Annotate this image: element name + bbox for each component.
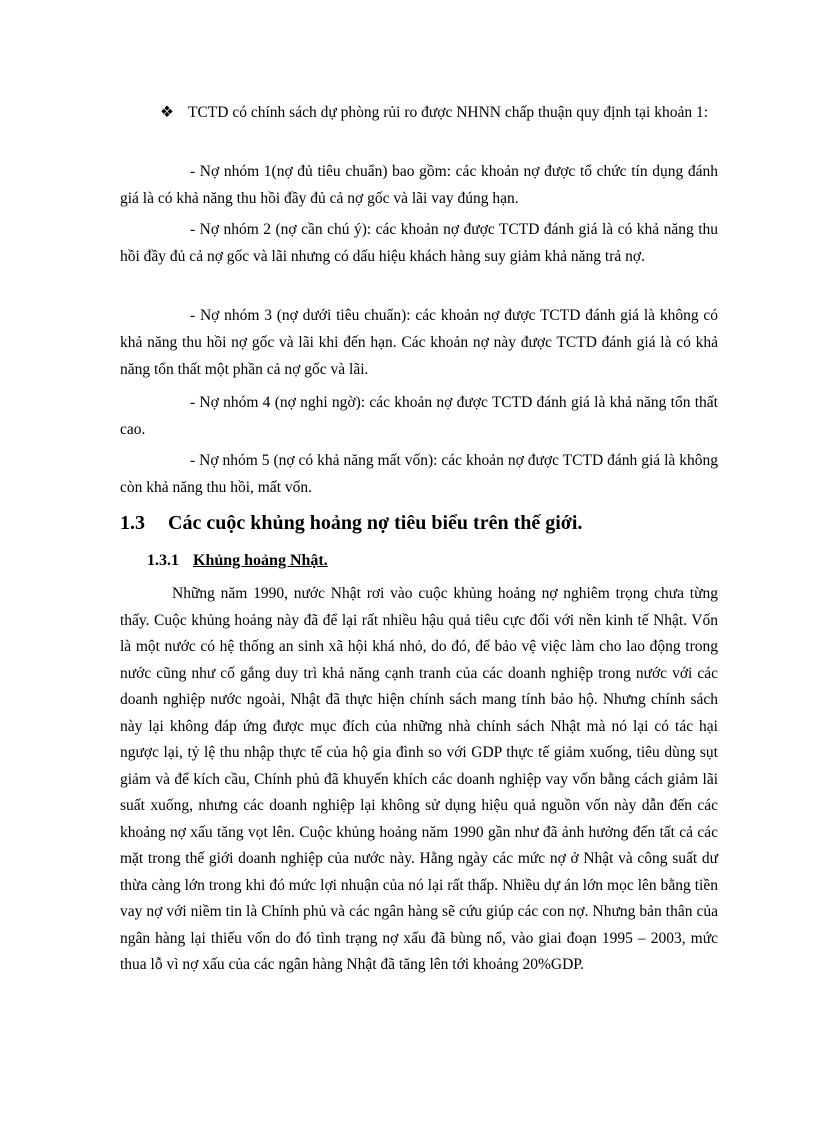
- section-title: Các cuộc khủng hoảng nợ tiêu biểu trên thế giới.: [168, 512, 583, 534]
- diamond-bullet-icon: ❖: [160, 104, 174, 121]
- debt-group-2: - Nợ nhóm 2 (nợ cần chú ý): các khoản nợ được TCTD đánh giá là có khả năng thu hồi đầy đủ cả nợ gốc và lãi nhưng có dấu hiệu khách hàng suy giảm khả năng trả nợ.: [120, 221, 718, 265]
- section-number: 1.3: [120, 512, 145, 534]
- debt-group-3: - Nợ nhóm 3 (nợ dưới tiêu chuẩn): các khoản nợ được TCTD đánh giá là không có khả năng thu hồi nợ gốc và lãi khi đến hạn. Các khoản nợ này được TCTD đánh giá là có khả năng tổn thất một phần cả nợ gốc và lãi.: [120, 307, 718, 378]
- bullet-text: TCTD có chính sách dự phòng rủi ro được NHNN chấp thuận quy định tại khoản 1:: [188, 104, 709, 121]
- debt-group-1: - Nợ nhóm 1(nợ đủ tiêu chuẩn) bao gồm: các khoản nợ được tổ chức tín dụng đánh giá là có khả năng thu hồi đầy đủ cả nợ gốc và lãi vay đúng hạn.: [120, 163, 718, 207]
- subsection-heading: [147, 549, 328, 573]
- debt-group-5: - Nợ nhóm 5 (nợ có khả năng mất vốn): các khoản nợ được TCTD đánh giá là không còn khả năng thu hồi, mất vốn.: [120, 452, 718, 496]
- japan-crisis-paragraph: Những năm 1990, nước Nhật rơi vào cuộc khủng hoảng nợ nghiêm trọng chưa từng thấy. Cuộc khủng hoảng này đã để lại rất nhiều hậu quả tiêu cực đối với nền kinh tế Nhật. Vốn là một nước có hệ thống an sinh xã hội khá nhỏ, do đó, để bảo vệ việc làm cho lao động trong nước cũng như cố gắng duy trì khả năng cạnh tranh của các doanh nghiệp trong nước với các doanh nghiệp nước ngoài, Nhật đã thực hiện chính sách mang tính bảo hộ. Nhưng chính sách này lại không đáp ứng được mục đích của những nhà chính sách Nhật mà nó lại có tác hại ngược lại, tỷ lệ thu nhập thực tế của hộ gia đình so với GDP thực tế giảm xuống, tiêu dùng sụt giảm và để kích cầu, Chính phủ đã khuyến khích các doanh nghiệp vay vốn bằng cách giảm lãi suất xuống, nhưng các doanh nghiệp lại không sử dụng hiệu quả nguồn vốn này dẫn đến các khoảng nợ xấu tăng vọt lên. Cuộc khủng hoảng năm 1990 gần như đã ảnh hưởng đến tất cả các mặt trong thế giới doanh nghiệp của nước này. Hằng ngày các mức nợ ở Nhật và công suất dư thừa càng lớn trong khi đó mức lợi nhuận của nó lại rất thấp. Nhiều dự án lớn mọc lên bằng tiền vay nợ với niềm tin là Chính phủ và các ngân hàng sẽ cứu giúp các con nợ. Nhưng bản thân của ngân hàng lại thiếu vốn do đó tình trạng nợ xấu đã bùng nổ, vào giai đoạn 1995 – 2003, mức thua lỗ vì nợ xấu của các ngân hàng Nhật đã tăng lên tới khoảng 20%GDP.: [120, 585, 718, 973]
- subsection-number: 1.3.1: [147, 552, 179, 569]
- section-heading: [120, 509, 582, 537]
- subsection-title: Khủng hoảng Nhật.: [193, 552, 328, 569]
- debt-group-4: - Nợ nhóm 4 (nợ nghi ngờ): các khoản nợ được TCTD đánh giá là khả năng tổn thất cao.: [120, 394, 718, 438]
- bullet-paragraph: [120, 99, 718, 126]
